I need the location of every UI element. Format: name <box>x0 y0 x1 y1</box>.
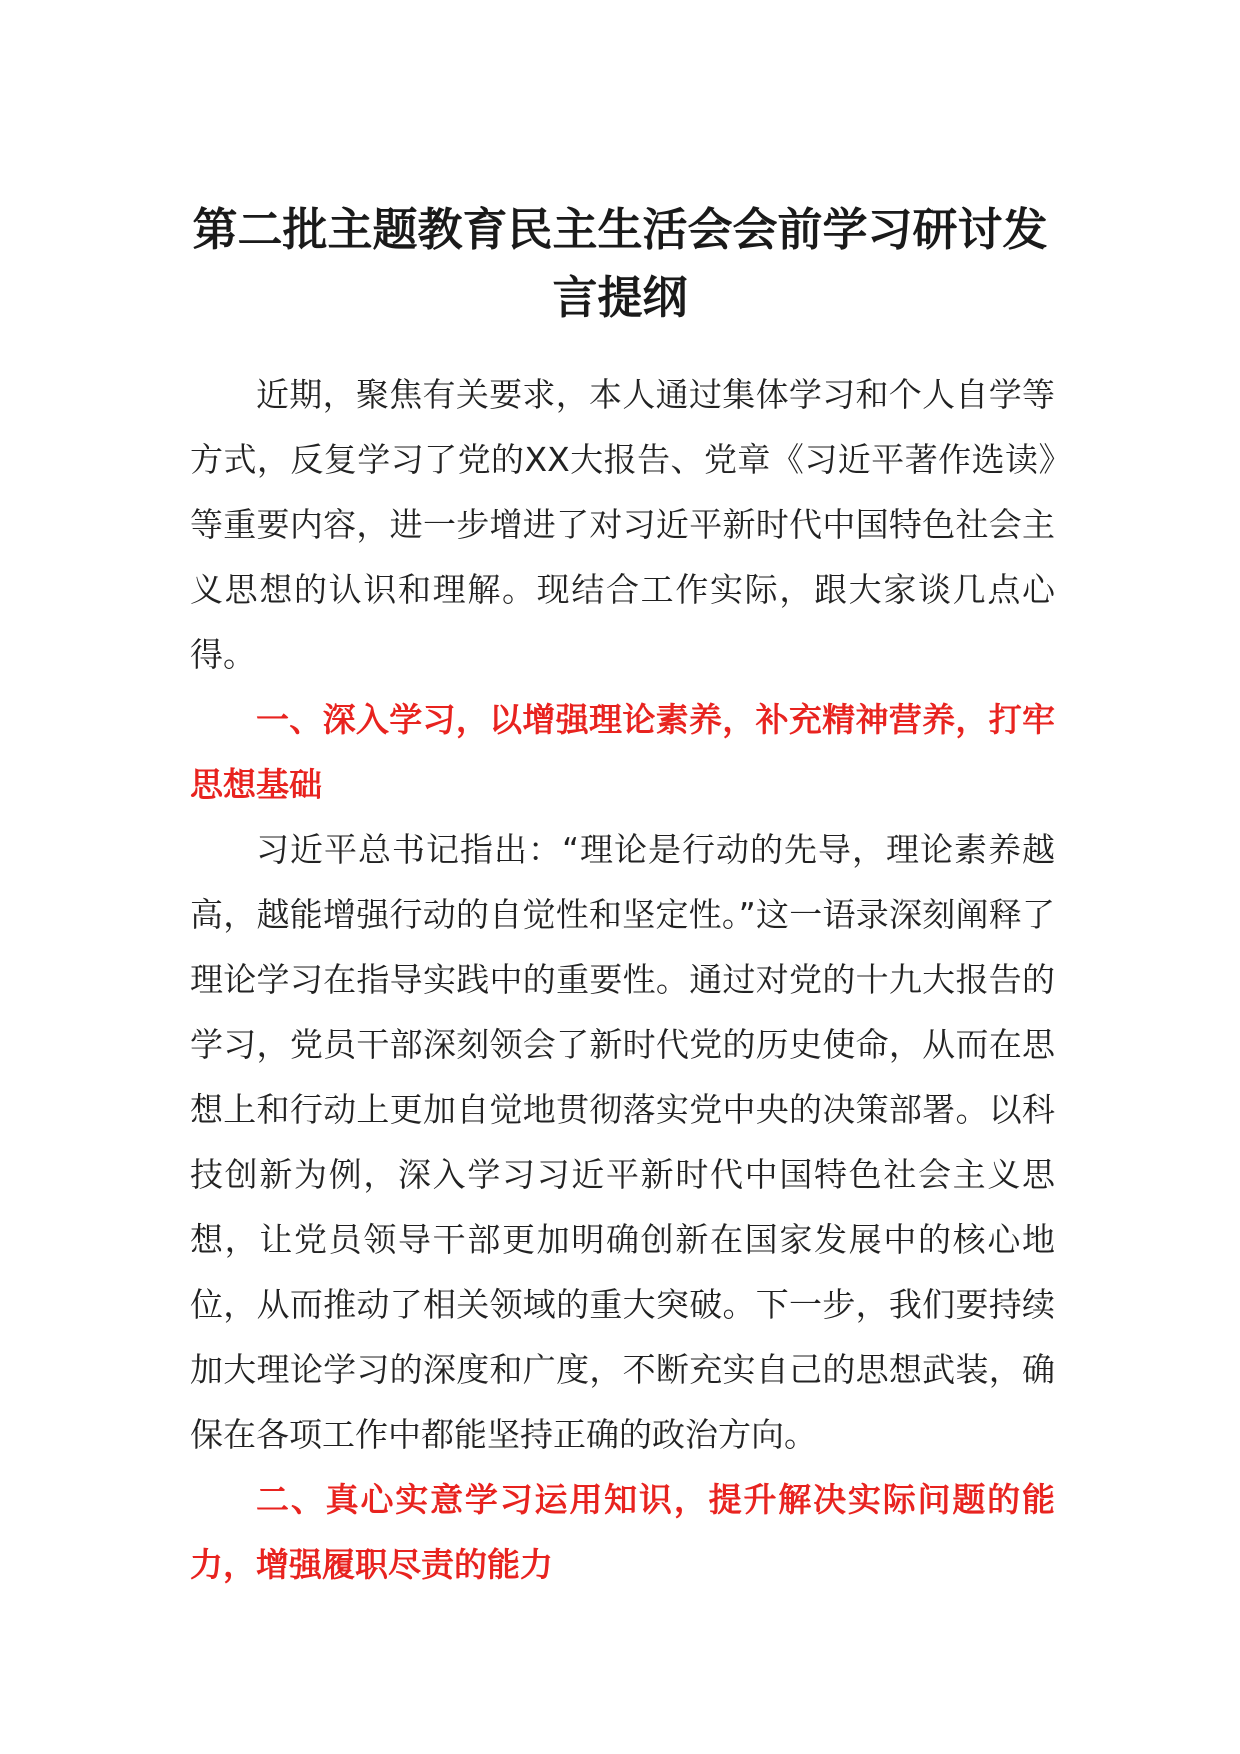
intro-paragraph: 近期，聚焦有关要求，本人通过集体学习和个人自学等方式，反复学习了党的XX大报告、党章《习近平著作选读》等重要内容，进一步增进了对习近平新时代中国特色社会主义思想的认识和理解。现结合工作实际，跟大家谈几点心得。 <box>190 375 1055 674</box>
document-title: 第二批主题教育民主生活会会前学习研讨发言提纲 <box>192 203 1048 324</box>
section-heading-1: 一、深入学习，以增强理论素养，补充精神营养，打牢思想基础 <box>190 700 1055 804</box>
section-heading-2: 二、真心实意学习运用知识，提升解决实际问题的能力，增强履职尽责的能力 <box>190 1480 1055 1584</box>
document-body <box>190 362 1055 1597</box>
section-1-paragraph: 习近平总书记指出：“理论是行动的先导，理论素养越高，越能增强行动的自觉性和坚定性。”这一语录深刻阐释了理论学习在指导实践中的重要性。通过对党的十九大报告的学习，党员干部深刻领会了新时代党的历史使命，从而在思想上和行动上更加自觉地贯彻落实党中央的决策部署。以科技创新为例，深入学习习近平新时代中国特色社会主义思想，让党员领导干部更加明确创新在国家发展中的核心地位，从而推动了相关领域的重大突破。下一步，我们要持续加大理论学习的深度和广度，不断充实自己的思想武装，确保在各项工作中都能坚持正确的政治方向。 <box>190 830 1055 1454</box>
